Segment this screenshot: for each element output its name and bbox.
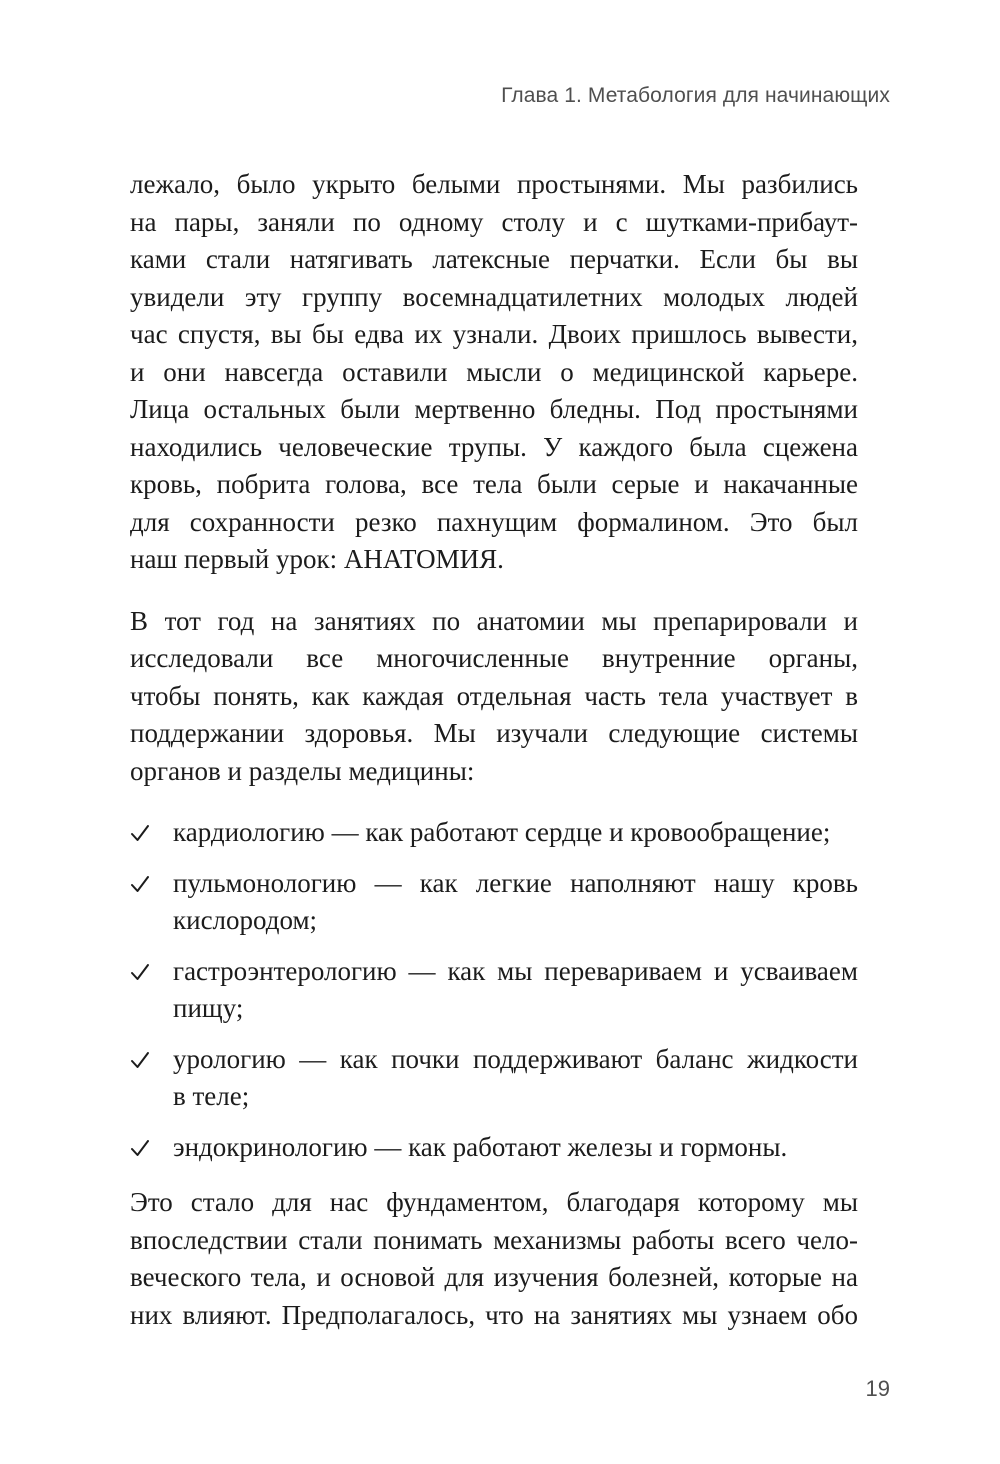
text-line: находились человеческие трупы. У каждого была сцежена bbox=[130, 431, 858, 462]
list-item bbox=[130, 865, 858, 940]
list-item bbox=[130, 1041, 858, 1116]
text-line: для сохранности резко пахнущим формалином. Это был bbox=[130, 506, 858, 537]
list-item bbox=[130, 814, 858, 852]
text-line: впоследствии стали понимать механизмы работы всего чело- bbox=[130, 1224, 858, 1255]
check-icon bbox=[130, 962, 150, 982]
list-item bbox=[130, 953, 858, 1028]
text-line: лежало, было укрыто белыми простынями. Мы разбились bbox=[130, 169, 858, 199]
running-header: Глава 1. Метабология для начинающих bbox=[501, 84, 890, 107]
text-line: кардиологию — как работают сердце и кровообращение; bbox=[173, 817, 831, 847]
text-line: Это стало для нас фундаментом, благодаря которому мы bbox=[130, 1187, 858, 1217]
text-line: ками стали натягивать латексные перчатки. Если бы вы bbox=[130, 244, 858, 274]
text-line: увидели эту группу восемнадцатилетних молодых людей bbox=[130, 281, 858, 312]
text-line: чтобы понять, как каждая отдельная часть тела участвует в bbox=[130, 680, 858, 711]
text-line: них влияют. Предполагалось, что на занятиях мы узнаем обо bbox=[130, 1299, 858, 1330]
text-line: органов и разделы медицины: bbox=[130, 755, 475, 786]
text-line: и они навсегда оставили мысли о медицинской карьере. bbox=[130, 356, 858, 387]
text-line: в теле; bbox=[173, 1081, 250, 1111]
text-line: час спустя, вы бы едва их узнали. Двоих пришлось вывести, bbox=[130, 319, 858, 349]
check-icon bbox=[130, 823, 150, 843]
text-line: гастроэнтерологию — как мы перевариваем и усваиваем bbox=[173, 955, 858, 986]
text-line: поддержании здоровья. Мы изучали следующие системы bbox=[130, 718, 858, 748]
text-line: кислородом; bbox=[173, 905, 318, 935]
check-icon bbox=[130, 1050, 150, 1070]
text-line: В тот год на занятиях по анатомии мы препарировали и bbox=[130, 605, 858, 636]
check-icon bbox=[130, 1138, 150, 1158]
check-icon bbox=[130, 874, 150, 894]
body-text bbox=[130, 166, 858, 1358]
text-line: урологию — как почки поддерживают баланс жидкости bbox=[173, 1043, 858, 1074]
text-line: на пары, заняли по одному столу и с шутками-прибаут- bbox=[130, 206, 858, 237]
paragraph-1 bbox=[130, 166, 858, 579]
text-line: Лица остальных были мертвенно бледны. Под простынями bbox=[130, 394, 858, 424]
text-line: кровь, побрита голова, все тела были серые и накачанные bbox=[130, 469, 858, 499]
paragraph-3 bbox=[130, 1184, 858, 1334]
text-line: пульмонологию — как легкие наполняют нашу кровь bbox=[173, 867, 858, 898]
page-number: 19 bbox=[865, 1376, 890, 1401]
text-line: эндокринологию — как работают железы и гормоны. bbox=[173, 1131, 788, 1162]
text-line: пищу; bbox=[173, 993, 244, 1023]
text-line: наш первый урок: АНАТОМИЯ. bbox=[130, 544, 504, 574]
organ-systems-list bbox=[130, 814, 858, 1166]
paragraph-2 bbox=[130, 603, 858, 791]
text-line: исследовали все многочисленные внутренние органы, bbox=[130, 643, 858, 673]
list-item bbox=[130, 1129, 858, 1167]
text-line: веческого тела, и основой для изучения болезней, которые на bbox=[130, 1262, 858, 1292]
